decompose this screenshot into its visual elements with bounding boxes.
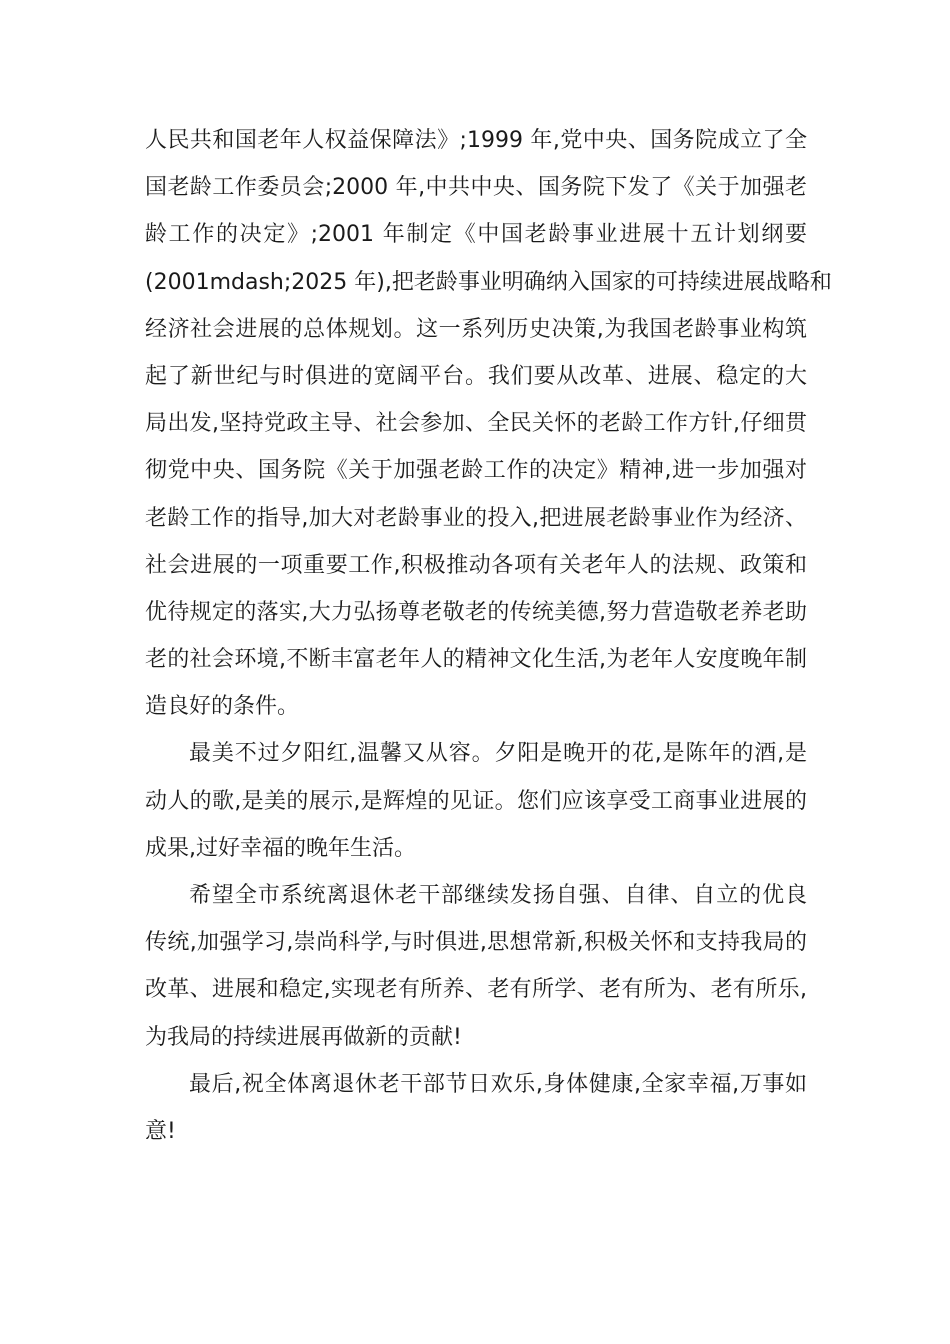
text-line: 传统,加强学习,崇尚科学,与时俱进,思想常新,积极关怀和支持我局的 xyxy=(145,930,807,956)
text-line: 社会进展的一项重要工作,积极推动各项有关老年人的法规、政策和 xyxy=(145,552,807,578)
text-line: 动人的歌,是美的展示,是辉煌的见证。您们应该享受工商事业进展的 xyxy=(145,788,807,814)
text-line: 改革、进展和稳定,实现老有所养、老有所学、老有所为、老有所乐, xyxy=(145,977,807,1003)
text-line: 为我局的持续进展再做新的贡献! xyxy=(145,1024,462,1050)
text-line: (2001mdash;2025 年),把老龄事业明确纳入国家的可持续进展战略和 xyxy=(145,269,832,295)
text-line: 龄工作的决定》;2001 年制定《中国老龄事业进展十五计划纲要 xyxy=(145,222,807,248)
paragraph xyxy=(145,1061,807,1155)
text-line: 起了新世纪与时俱进的宽阔平台。我们要从改革、进展、稳定的大 xyxy=(145,363,807,389)
text-line: 国老龄工作委员会;2000 年,中共中央、国务院下发了《关于加强老 xyxy=(145,175,807,201)
paragraph xyxy=(145,117,832,730)
text-line: 意! xyxy=(145,1118,176,1144)
text-line: 经济社会进展的总体规划。这一系列历史决策,为我国老龄事业构筑 xyxy=(145,316,807,342)
document-body xyxy=(145,117,832,1155)
text-line: 造良好的条件。 xyxy=(145,694,300,720)
text-line: 彻党中央、国务院《关于加强老龄工作的决定》精神,进一步加强对 xyxy=(145,458,807,484)
paragraph xyxy=(145,730,807,872)
text-line: 最美不过夕阳红,温馨又从容。夕阳是晚开的花,是陈年的酒,是 xyxy=(189,741,807,767)
text-line: 人民共和国老年人权益保障法》;1999 年,党中央、国务院成立了全 xyxy=(145,128,807,153)
text-line: 老的社会环境,不断丰富老年人的精神文化生活,为老年人安度晚年制 xyxy=(145,647,807,673)
text-line: 老龄工作的指导,加大对老龄事业的投入,把进展老龄事业作为经济、 xyxy=(145,505,807,531)
text-line: 希望全市系统离退休老干部继续发扬自强、自律、自立的优良 xyxy=(189,883,807,908)
text-line: 成果,过好幸福的晚年生活。 xyxy=(145,835,416,861)
text-line: 优待规定的落实,大力弘扬尊老敬老的传统美德,努力营造敬老养老助 xyxy=(145,599,807,625)
paragraph xyxy=(145,872,807,1061)
text-line: 局出发,坚持党政主导、社会参加、全民关怀的老龄工作方针,仔细贯 xyxy=(145,411,807,437)
text-line: 最后,祝全体离退休老干部节日欢乐,身体健康,全家幸福,万事如 xyxy=(189,1071,807,1097)
